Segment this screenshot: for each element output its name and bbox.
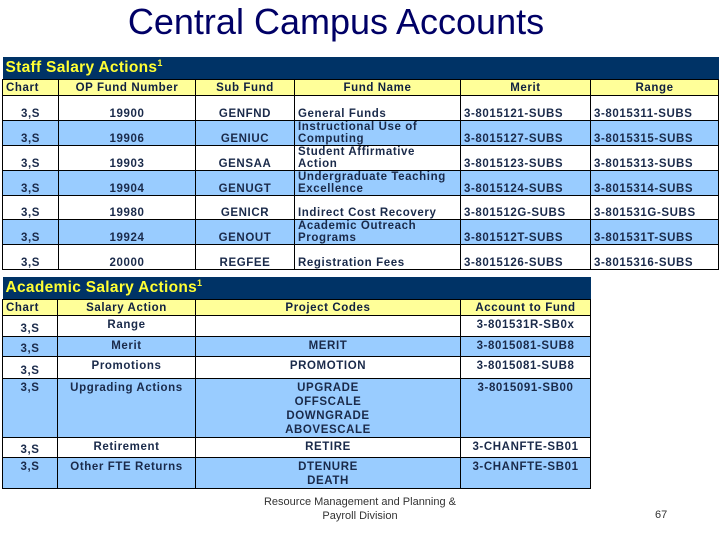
cell-chart: 3,S: [3, 438, 58, 458]
cell-codes: [196, 357, 461, 379]
cell-chart: 3,S: [3, 379, 58, 438]
cell-op-fund: 19906: [59, 120, 196, 145]
cell-chart: 3,S: [3, 220, 59, 245]
cell-chart: 3,S: [3, 145, 59, 170]
cell-codes: [196, 337, 461, 357]
cell-merit: 3-801512G-SUBS: [461, 195, 591, 220]
table-row: [3, 170, 719, 195]
table-row: [3, 220, 719, 245]
table-row: [3, 316, 591, 337]
table-row: [3, 337, 591, 357]
slide-title: Central Campus Accounts: [127, 1, 545, 42]
cell-fund-name: Instructional Use of Computing: [295, 120, 461, 145]
cell-range: 3-8015311-SUBS: [591, 96, 719, 121]
column-header: Salary Action: [58, 300, 196, 316]
table-title: Academic Salary Actions$^1$: [3, 277, 591, 300]
cell-chart: 3,S: [3, 316, 58, 337]
cell-chart: 3,S: [3, 96, 59, 121]
cell-range: 3-8015316-SUBS: [591, 245, 719, 270]
cell-fund-name: Undergraduate Teaching Excellence: [295, 170, 461, 195]
cell-sub-fund: GENUGT: [196, 170, 295, 195]
cell-codes: [196, 379, 461, 438]
cell-merit: 3-8015124-SUBS: [461, 170, 591, 195]
cell-fund-name: General Funds: [295, 96, 461, 121]
cell-chart: 3,S: [3, 245, 59, 270]
project-code: RETIRE: [305, 441, 351, 453]
cell-chart: 3,S: [3, 337, 58, 357]
cell-range: 3-801531T-SUBS: [591, 220, 719, 245]
cell-op-fund: 20000: [59, 245, 196, 270]
column-header: OP Fund Number: [59, 80, 196, 96]
column-header: Range: [591, 80, 719, 96]
cell-merit: 3-8015127-SUBS: [461, 120, 591, 145]
cell-codes: [196, 458, 461, 489]
table-row: [3, 379, 591, 438]
footer-line: Payroll Division: [322, 510, 398, 522]
cell-range: 3-8015314-SUBS: [591, 170, 719, 195]
column-header: Chart: [3, 300, 58, 316]
cell-account: 3-801531R-SB0x: [461, 316, 591, 337]
cell-sub-fund: GENOUT: [196, 220, 295, 245]
cell-action: Range: [58, 316, 196, 337]
table-row: [3, 438, 591, 458]
academic-salary-actions-table: [2, 277, 591, 489]
cell-range: 3-8015315-SUBS: [591, 120, 719, 145]
cell-account: 3-8015081-SUB8: [461, 357, 591, 379]
column-header: Fund Name: [295, 80, 461, 96]
table-row: [3, 195, 719, 220]
cell-op-fund: 19900: [59, 96, 196, 121]
table-row: [3, 458, 591, 489]
cell-account: 3-CHANFTE-SB01: [461, 458, 591, 489]
cell-chart: 3,S: [3, 120, 59, 145]
cell-action: Promotions: [58, 357, 196, 379]
footer-line: Resource Management and Planning &: [263, 496, 456, 508]
project-code: DTENURE: [298, 461, 358, 473]
cell-merit: 3-801512T-SUBS: [461, 220, 591, 245]
cell-sub-fund: GENFND: [196, 96, 295, 121]
cell-codes: [196, 438, 461, 458]
table-row: [3, 96, 719, 121]
cell-chart: 3,S: [3, 195, 59, 220]
cell-merit: 3-8015126-SUBS: [461, 245, 591, 270]
cell-op-fund: 19904: [59, 170, 196, 195]
project-code: DOWNGRADE: [286, 410, 370, 422]
page-number: 67: [655, 509, 668, 521]
project-code: OFFSCALE: [294, 396, 362, 408]
cell-op-fund: 19980: [59, 195, 196, 220]
cell-sub-fund: GENSAA: [196, 145, 295, 170]
column-header: Account to Fund: [461, 300, 591, 316]
cell-codes: [196, 316, 461, 337]
project-code: ABOVESCALE: [285, 424, 371, 436]
cell-action: Merit: [58, 337, 196, 357]
cell-fund-name: Indirect Cost Recovery: [295, 195, 461, 220]
cell-fund-name: Academic Outreach Programs: [295, 220, 461, 245]
table-row: [3, 245, 719, 270]
cell-fund-name: Registration Fees: [295, 245, 461, 270]
cell-action: Other FTE Returns: [58, 458, 196, 489]
cell-merit: 3-8015121-SUBS: [461, 96, 591, 121]
cell-account: 3-8015081-SUB8: [461, 337, 591, 357]
cell-range: 3-8015313-SUBS: [591, 145, 719, 170]
project-code: UPGRADE: [297, 382, 359, 394]
cell-merit: 3-8015123-SUBS: [461, 145, 591, 170]
cell-account: 3-CHANFTE-SB01: [461, 438, 591, 458]
table-row: [3, 120, 719, 145]
cell-range: 3-801531G-SUBS: [591, 195, 719, 220]
cell-op-fund: 19924: [59, 220, 196, 245]
project-code: MERIT: [308, 340, 348, 352]
cell-chart: 3,S: [3, 357, 58, 379]
cell-chart: 3,S: [3, 170, 59, 195]
column-header: Sub Fund: [196, 80, 295, 96]
table-row: [3, 357, 591, 379]
project-code: PROMOTION: [289, 360, 367, 372]
cell-action: Upgrading Actions: [58, 379, 196, 438]
cell-sub-fund: GENIUC: [196, 120, 295, 145]
staff-salary-actions-table: [2, 57, 719, 270]
footer: [250, 495, 470, 523]
table-title: Staff Salary Actions$^1$: [3, 57, 719, 80]
cell-action: Retirement: [58, 438, 196, 458]
cell-sub-fund: GENICR: [196, 195, 295, 220]
cell-chart: 3,S: [3, 458, 58, 489]
cell-op-fund: 19903: [59, 145, 196, 170]
cell-fund-name: Student Affirmative Action: [295, 145, 461, 170]
column-header: Project Codes: [196, 300, 461, 316]
column-header: Chart: [3, 80, 59, 96]
table-row: [3, 145, 719, 170]
cell-account: 3-8015091-SB00: [461, 379, 591, 438]
cell-sub-fund: REGFEE: [196, 245, 295, 270]
column-header: Merit: [461, 80, 591, 96]
project-code: DEATH: [307, 475, 349, 487]
